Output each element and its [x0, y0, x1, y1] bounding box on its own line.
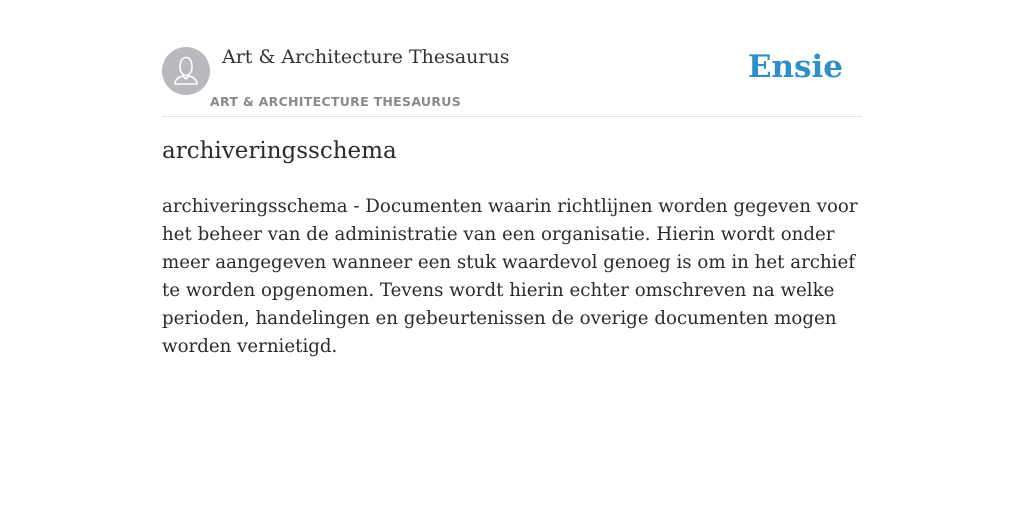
source-subtitle[interactable]: ART & ARCHITECTURE THESAURUS: [210, 94, 462, 109]
definition-text: archiveringsschema - Documenten waarin richtlijnen worden gegeven voor het beheer van de administratie van een organisatie. Hierin wordt onder meer aangegeven wanneer een stuk waardevol genoeg is om in het archief te worden opgenomen. Tevens wordt hierin echter omschreven na welke perioden, handelingen en gebeurtenissen de overige documenten mogen worden vernietigd.: [162, 196, 858, 357]
ensie-logo[interactable]: Ensie: [747, 49, 843, 85]
term-title: archiveringsschema: [162, 138, 397, 164]
user-silhouette-icon: [162, 47, 210, 95]
avatar[interactable]: [162, 47, 210, 95]
source-title[interactable]: Art & Architecture Thesaurus: [222, 46, 510, 68]
source-header: [162, 44, 862, 117]
